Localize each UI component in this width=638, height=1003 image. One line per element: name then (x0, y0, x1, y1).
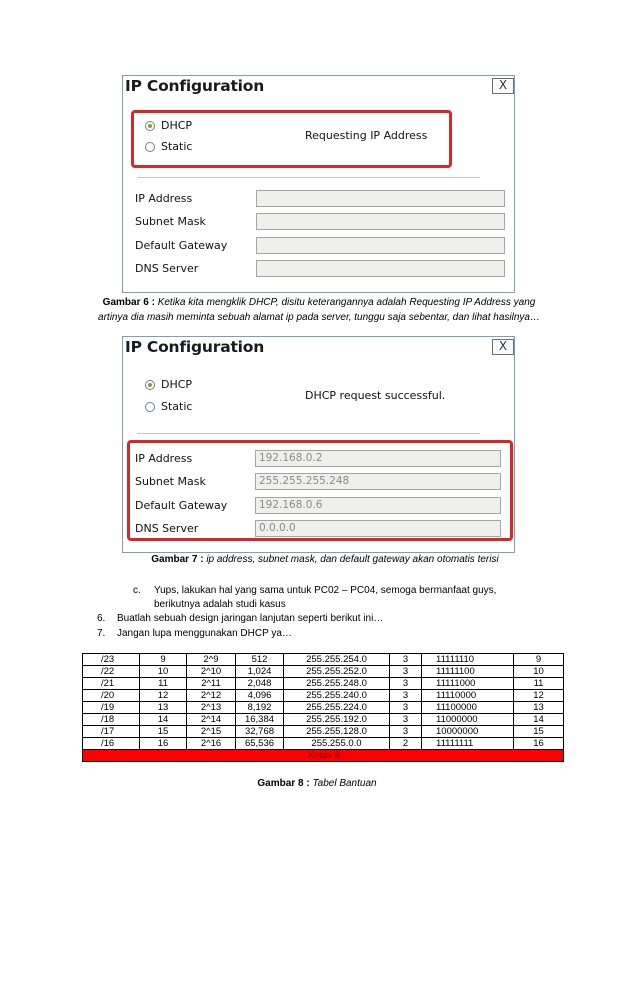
table-cell: 2^10 (187, 666, 236, 678)
caption-label: Gambar 8 : (257, 778, 310, 789)
table-cell: 255.255.128.0 (284, 726, 390, 738)
table-cell: 9 (140, 654, 187, 666)
dhcp-label: DHCP (161, 119, 193, 132)
list-marker: c. (133, 585, 141, 596)
table-cell: 3 (390, 654, 422, 666)
table-cell: 4,096 (236, 690, 284, 702)
table-cell: 3 (390, 690, 422, 702)
table-cell: 2^12 (187, 690, 236, 702)
table-cell: 65,536 (236, 738, 284, 750)
list-text-line1: Yups, lakukan hal yang sama untuk PC02 – PC04, semoga bermanfaat guys, (154, 585, 497, 596)
list-marker: 6. (97, 613, 106, 624)
divider (137, 433, 480, 434)
dns-server-input[interactable] (256, 260, 505, 277)
table-cell: 13 (514, 702, 564, 714)
table-cell: /21 (83, 678, 140, 690)
table-cell: 11110000 (422, 690, 514, 702)
table-cell: 11100000 (422, 702, 514, 714)
table-row (83, 726, 564, 738)
table-cell: 255.255.240.0 (284, 690, 390, 702)
table-footer-row (83, 750, 564, 762)
list-text: Buatlah sebuah design jaringan lanjutan seperti berikut ini… (117, 613, 384, 624)
table-cell: 2 (390, 738, 422, 750)
dialog-title: IP Configuration (125, 338, 265, 356)
table-cell: 3 (390, 666, 422, 678)
table-row (83, 654, 564, 666)
table-cell: 2^16 (187, 738, 236, 750)
dns-server-input[interactable]: 0.0.0.0 (255, 520, 501, 537)
radio-empty-icon[interactable] (145, 142, 155, 152)
close-button[interactable]: X (492, 339, 514, 355)
table-cell: 255.255.192.0 (284, 714, 390, 726)
table-cell: 11111100 (422, 666, 514, 678)
table-cell: 2^15 (187, 726, 236, 738)
table-cell: 2,048 (236, 678, 284, 690)
caption-text-line2: artinya dia masih meminta sebuah alamat ip pada server, tunggu saja sebentar, dan lihat hasilnya… (98, 312, 540, 323)
radio-empty-icon[interactable] (145, 402, 155, 412)
static-radio-option[interactable] (145, 400, 192, 413)
caption-text-line1: Ketika kita mengklik DHCP, disitu keterangannya adalah Requesting IP Address yang (157, 297, 536, 308)
table-cell: 255.255.224.0 (284, 702, 390, 714)
ip-address-label: IP Address (135, 192, 193, 205)
table-cell: 3 (390, 714, 422, 726)
divider (137, 177, 480, 178)
table-row (83, 666, 564, 678)
table-cell: 14 (514, 714, 564, 726)
table-cell: /22 (83, 666, 140, 678)
table-cell: 255.255.248.0 (284, 678, 390, 690)
dns-server-label: DNS Server (135, 522, 199, 535)
table-cell: 16,384 (236, 714, 284, 726)
table-cell: 8,192 (236, 702, 284, 714)
table-cell: /18 (83, 714, 140, 726)
dhcp-status-text: Requesting IP Address (305, 129, 428, 142)
table-cell: /17 (83, 726, 140, 738)
subnet-mask-input[interactable] (256, 213, 505, 230)
table-cell: 12 (514, 690, 564, 702)
subnet-mask-input[interactable]: 255.255.255.248 (255, 473, 501, 490)
caption-text: Tabel Bantuan (312, 778, 377, 789)
dhcp-radio-option[interactable] (145, 378, 192, 391)
subnet-mask-label: Subnet Mask (135, 215, 206, 228)
radio-selected-icon[interactable] (145, 121, 155, 131)
static-radio-option[interactable] (145, 140, 192, 153)
caption-text: ip address, subnet mask, dan default gateway akan otomatis terisi (206, 554, 499, 565)
ip-address-input[interactable] (256, 190, 505, 207)
table-cell: 14 (140, 714, 187, 726)
list-text-line2: berikutnya adalah studi kasus (154, 599, 286, 610)
table-cell: 1,024 (236, 666, 284, 678)
default-gateway-input[interactable] (256, 237, 505, 254)
subnet-help-table (82, 653, 564, 762)
table-cell: 2^9 (187, 654, 236, 666)
table-cell: 11000000 (422, 714, 514, 726)
table-cell: 3 (390, 726, 422, 738)
table-cell: 11111111 (422, 738, 514, 750)
dhcp-radio-option[interactable] (145, 119, 192, 132)
static-label: Static (161, 140, 193, 153)
default-gateway-input[interactable]: 192.168.0.6 (255, 497, 501, 514)
table-cell: 512 (236, 654, 284, 666)
table-cell: 11111000 (422, 678, 514, 690)
ip-config-screenshot-requesting (122, 75, 515, 293)
table-cell: 255.255.0.0 (284, 738, 390, 750)
table-cell: 255.255.252.0 (284, 666, 390, 678)
table-cell: 32,768 (236, 726, 284, 738)
caption-label: Gambar 6 : (102, 297, 155, 308)
table-row (83, 702, 564, 714)
table-row (83, 738, 564, 750)
caption-label: Gambar 7 : (151, 554, 204, 565)
table-cell: /16 (83, 738, 140, 750)
radio-selected-icon[interactable] (145, 380, 155, 390)
table-row (83, 678, 564, 690)
list-marker: 7. (97, 628, 106, 639)
table-cell: 10 (514, 666, 564, 678)
table-cell: 3 (390, 702, 422, 714)
dhcp-status-text: DHCP request successful. (305, 389, 446, 402)
table-row (83, 714, 564, 726)
table-row (83, 690, 564, 702)
dialog-title: IP Configuration (125, 77, 265, 95)
table-cell: 11 (514, 678, 564, 690)
list-text: Jangan lupa menggunakan DHCP ya… (117, 628, 292, 639)
table-cell: 2^11 (187, 678, 236, 690)
default-gateway-label: Default Gateway (135, 239, 228, 252)
dns-server-label: DNS Server (135, 262, 199, 275)
table-cell: 11 (140, 678, 187, 690)
static-label: Static (161, 400, 193, 413)
subnet-mask-label: Subnet Mask (135, 475, 206, 488)
table-cell: 2^13 (187, 702, 236, 714)
table-cell: 9 (514, 654, 564, 666)
table-cell: 10000000 (422, 726, 514, 738)
figure-caption-8 (0, 776, 636, 791)
table-cell: /20 (83, 690, 140, 702)
close-button[interactable]: X (492, 78, 514, 94)
ip-config-screenshot-success (122, 336, 515, 553)
table-cell: 16 (514, 738, 564, 750)
table-cell: 2^14 (187, 714, 236, 726)
table-cell: 255.255.254.0 (284, 654, 390, 666)
dhcp-label: DHCP (161, 378, 193, 391)
figure-caption-6 (0, 295, 638, 325)
table-cell: 11111110 (422, 654, 514, 666)
default-gateway-label: Default Gateway (135, 499, 228, 512)
table-cell: 12 (140, 690, 187, 702)
figure-caption-7 (6, 552, 638, 567)
ip-address-label: IP Address (135, 452, 193, 465)
table-cell: 16 (140, 738, 187, 750)
ip-address-input[interactable]: 192.168.0.2 (255, 450, 501, 467)
table-cell: 15 (514, 726, 564, 738)
table-cell: /23 (83, 654, 140, 666)
table-cell: 10 (140, 666, 187, 678)
class-label: Kelas B (83, 750, 564, 762)
table-cell: 15 (140, 726, 187, 738)
table-cell: /19 (83, 702, 140, 714)
table-cell: 13 (140, 702, 187, 714)
table-cell: 3 (390, 678, 422, 690)
